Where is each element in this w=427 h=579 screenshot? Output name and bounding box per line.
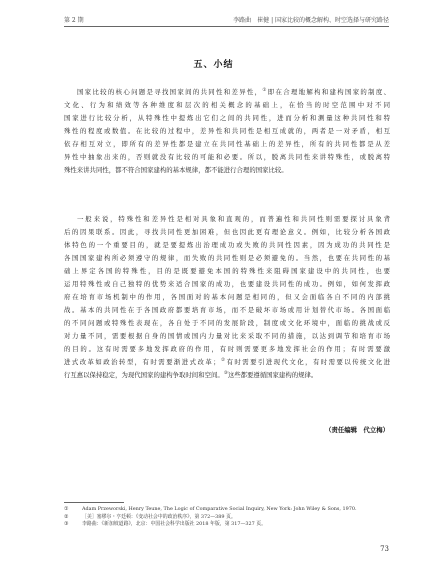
- paragraph-line: 国家比较的核心问题是寻找国家间的共同性和差异性，①即在合理地解构和建构国家的制度、: [77, 87, 390, 96]
- page-number: 73: [380, 545, 389, 553]
- paragraph-line: 依存相互对立，即所有的差异性都是建立在共同性基础上的差异性，所有的共同性都是从差: [64, 140, 390, 148]
- paragraph-line: 殊性来讲共同性，都不符合国家建构的基本规律，都不能进行合理的国家比较。: [64, 166, 288, 174]
- paragraph-line: 的不同问题或特殊性表现在，各自处于不同的发展阶段，制度或文化环境中，面临的挑战或反: [64, 319, 390, 327]
- footnote-mark: ①: [64, 506, 69, 512]
- footnote-item: [64, 506, 394, 514]
- paragraph-line: 进式改革如政治转型，有时需要渐进式改革；②有时需要引进现代文化，有时需要以传统文化进: [64, 357, 390, 366]
- paragraph-line: 异性中抽象出来的，否则就没有比较的可能和必要。所以，脱离共同性来讲特殊性，或脱离特: [64, 153, 390, 161]
- footnote-ref-2[interactable]: ②: [219, 357, 227, 363]
- paragraph-line: 础上界定各国的特殊性，目的是既要避免本国的特殊性来阻碍国家建设中的共同性，也要: [64, 267, 390, 275]
- footnote-mark: ③: [64, 521, 69, 528]
- paragraph-summary-1: [64, 86, 390, 177]
- paragraph-line: 各国国家建构所必须遵守的规律，而失败的共同性则是必须避免的。当然，也要在共同性的基: [64, 254, 390, 262]
- footnote-text: ［美］塞缪尔・亨廷顿：《变动社会中的政治秩序》，第 372—389 页。: [82, 513, 236, 520]
- footnote-item: [64, 521, 394, 529]
- footnote-text: Adam Przeworski, Henry Teune, The Logic of Comparative Social Inquiry, New York: John Wiley & Sons, 1970.: [82, 506, 357, 512]
- paragraph-line: 运用特殊性或自己独特的优势来适合国家的成功，也要建设共同性的成功。例如，如何发挥政: [64, 280, 390, 288]
- footnote-divider: [64, 502, 124, 503]
- footnotes: [64, 506, 394, 529]
- paragraph-line: 一般来说，特殊性和差异性是相对具象和直观的，而普遍性和共同性则需要探讨具象背: [77, 215, 390, 223]
- running-head-title: 李路曲 崔健 | 国家比较的概念解构、时空选择与研究路径: [233, 17, 389, 24]
- section-title: 五、小结: [193, 60, 234, 70]
- paragraph-line: 府在培育市场机制中的作用，各国面对的基本问题是相同的，但又会面临各自不同的内部挑: [64, 293, 390, 301]
- paragraph-line: 后的因果联系。因此，寻找共同性更加困难，但也因此更有理论意义。例如，比较分析各国政: [64, 228, 390, 236]
- paragraph-line: 的目的。这有时需要多地发挥政府的作用，有时则需要更多地发挥社会的作用；有时需要激: [64, 345, 390, 353]
- footnote-mark: ②: [64, 513, 69, 520]
- footnote-ref-3[interactable]: ③: [223, 370, 228, 376]
- footnote-text: 李路曲：《新加坡道路》，北京：中国社会科学出版社 2018 年版，第 317—327 页。: [82, 521, 267, 528]
- paragraph-line: 国家进行比较分析，从特殊性中提炼出它们之间的共同性，进而分析和测量这种共同性和特: [64, 114, 390, 122]
- paragraph-line: 体特色的一个重要目的，就是要提炼出治理成功或失败的共同性因素，因为成功的共同性是: [64, 241, 390, 249]
- paragraph-line: 殊性的程度或数值。在比较的过程中，差异性和共同性是相互成就的，两者是一对矛盾，相互: [64, 127, 390, 135]
- header-divider: [64, 26, 389, 27]
- paragraph-line: 战。基本的共同性在于各国政府都要培育市场，而不是破坏市场或用计划替代市场。各国面临: [64, 306, 390, 314]
- footnote-ref-1[interactable]: ①: [262, 87, 268, 93]
- paragraph-summary-2: [64, 213, 390, 382]
- paragraph-line: 文化、行为和绩效等各种维度和层次的相关概念的基础上，在恰当的时空范围中对不同: [64, 101, 390, 109]
- paragraph-line: 对力量不同，需要根据自身的国情或国内力量对比来采取不同的措施，以达到调节和培育市场: [64, 332, 390, 340]
- responsible-editor: （责任编辑 代立梅）: [325, 426, 389, 434]
- issue-label: 第 2 期: [64, 17, 84, 24]
- paragraph-line: 行互惠以保持稳定，为现代国家的建构争取时间和空间。③这些都要遵循国家建构的规律。: [64, 370, 318, 379]
